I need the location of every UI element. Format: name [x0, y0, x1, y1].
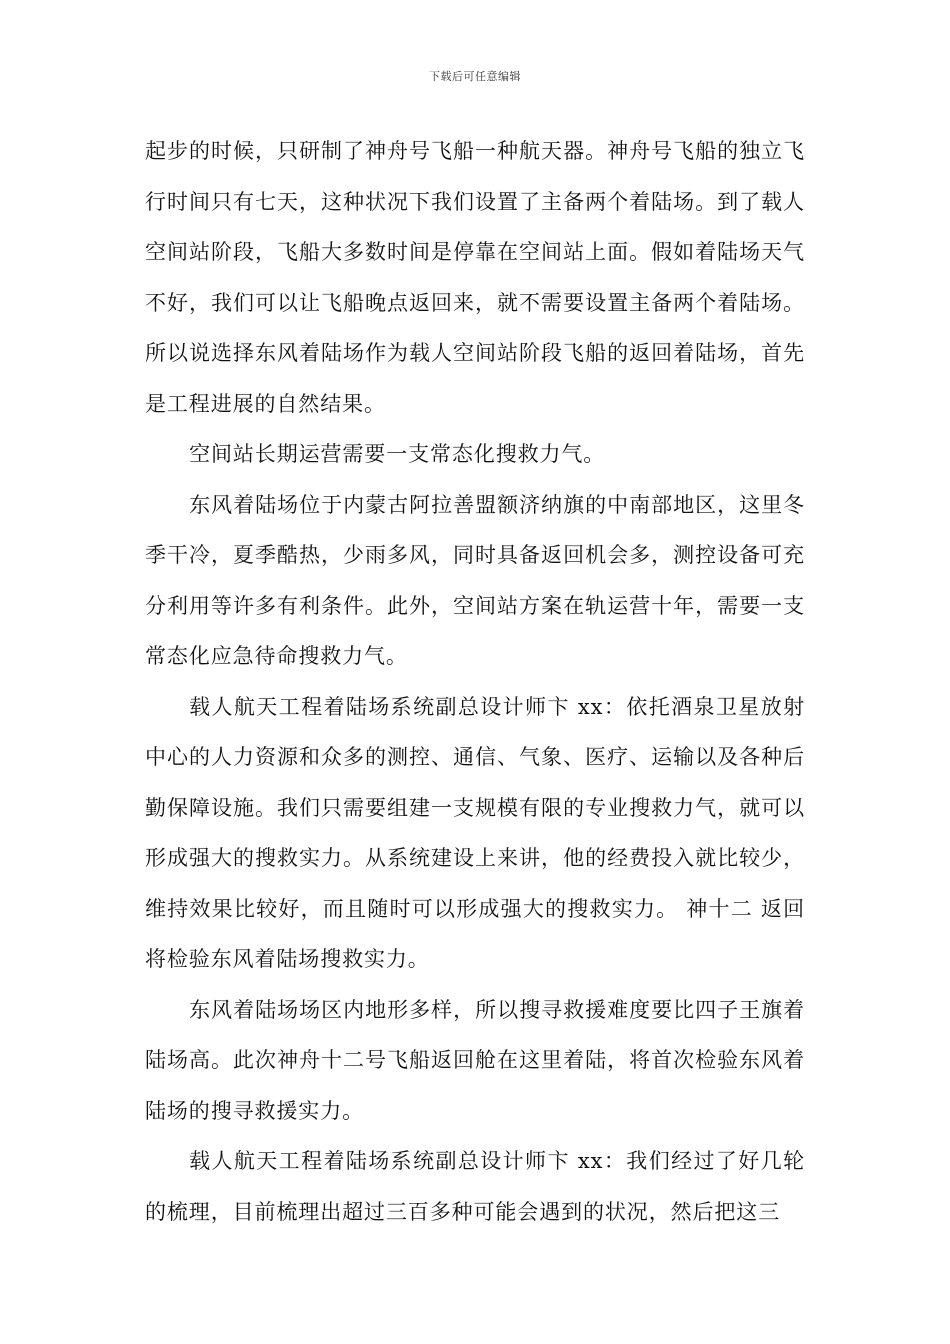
- paragraph: 空间站长期运营需要一支常态化搜救力气。: [189, 442, 606, 466]
- paragraph-continuation: 起步的时候，只研制了神舟号飞船一种航天器。神舟号飞船的独立飞行时间只有七天，这种状况下我们设置了主备两个着陆场。到了载人空间站阶段，飞船大多数时间是停靠在空间站上面。假如着陆场天气不好，我们可以让飞船晚点返回来，就不需要设置主备两个着陆场。所以说选择东风着陆场作为载人空间站阶段飞船的返回着陆场，首先是工程进展的自然结果。: [145, 139, 805, 416]
- paragraph: 载人航天工程着陆场系统副总设计师卞 xx：我们经过了好几轮的梳理，目前梳理出超过三百多种可能会遇到的状况，然后把这三: [145, 1149, 805, 1224]
- paragraph: 载人航天工程着陆场系统副总设计师卞 xx：依托酒泉卫星放射中心的人力资源和众多的测控、通信、气象、医疗、运输以及各种后勤保障设施。我们只需要组建一支规模有限的专业搜救力气，就可以形成强大的搜救实力。从系统建设上来讲，他的经费投入就比较少，维持效果比较好，而且随时可以形成强大的搜救实力。 神十二 返回将检验东风着陆场搜救实力。: [145, 694, 805, 971]
- page-header: 下载后可任意编辑: [429, 70, 521, 83]
- document-body: [145, 126, 805, 1237]
- paragraph: 东风着陆场场区内地形多样，所以搜寻救援难度要比四子王旗着陆场高。此次神舟十二号飞船返回舱在这里着陆，将首次检验东风着陆场的搜寻救援实力。: [145, 997, 805, 1123]
- paragraph: 东风着陆场位于内蒙古阿拉善盟额济纳旗的中南部地区，这里冬季干冷，夏季酷热，少雨多风，同时具备返回机会多，测控设备可充分利用等许多有利条件。此外，空间站方案在轨运营十年，需要一支常态化应急待命搜救力气。: [145, 492, 805, 668]
